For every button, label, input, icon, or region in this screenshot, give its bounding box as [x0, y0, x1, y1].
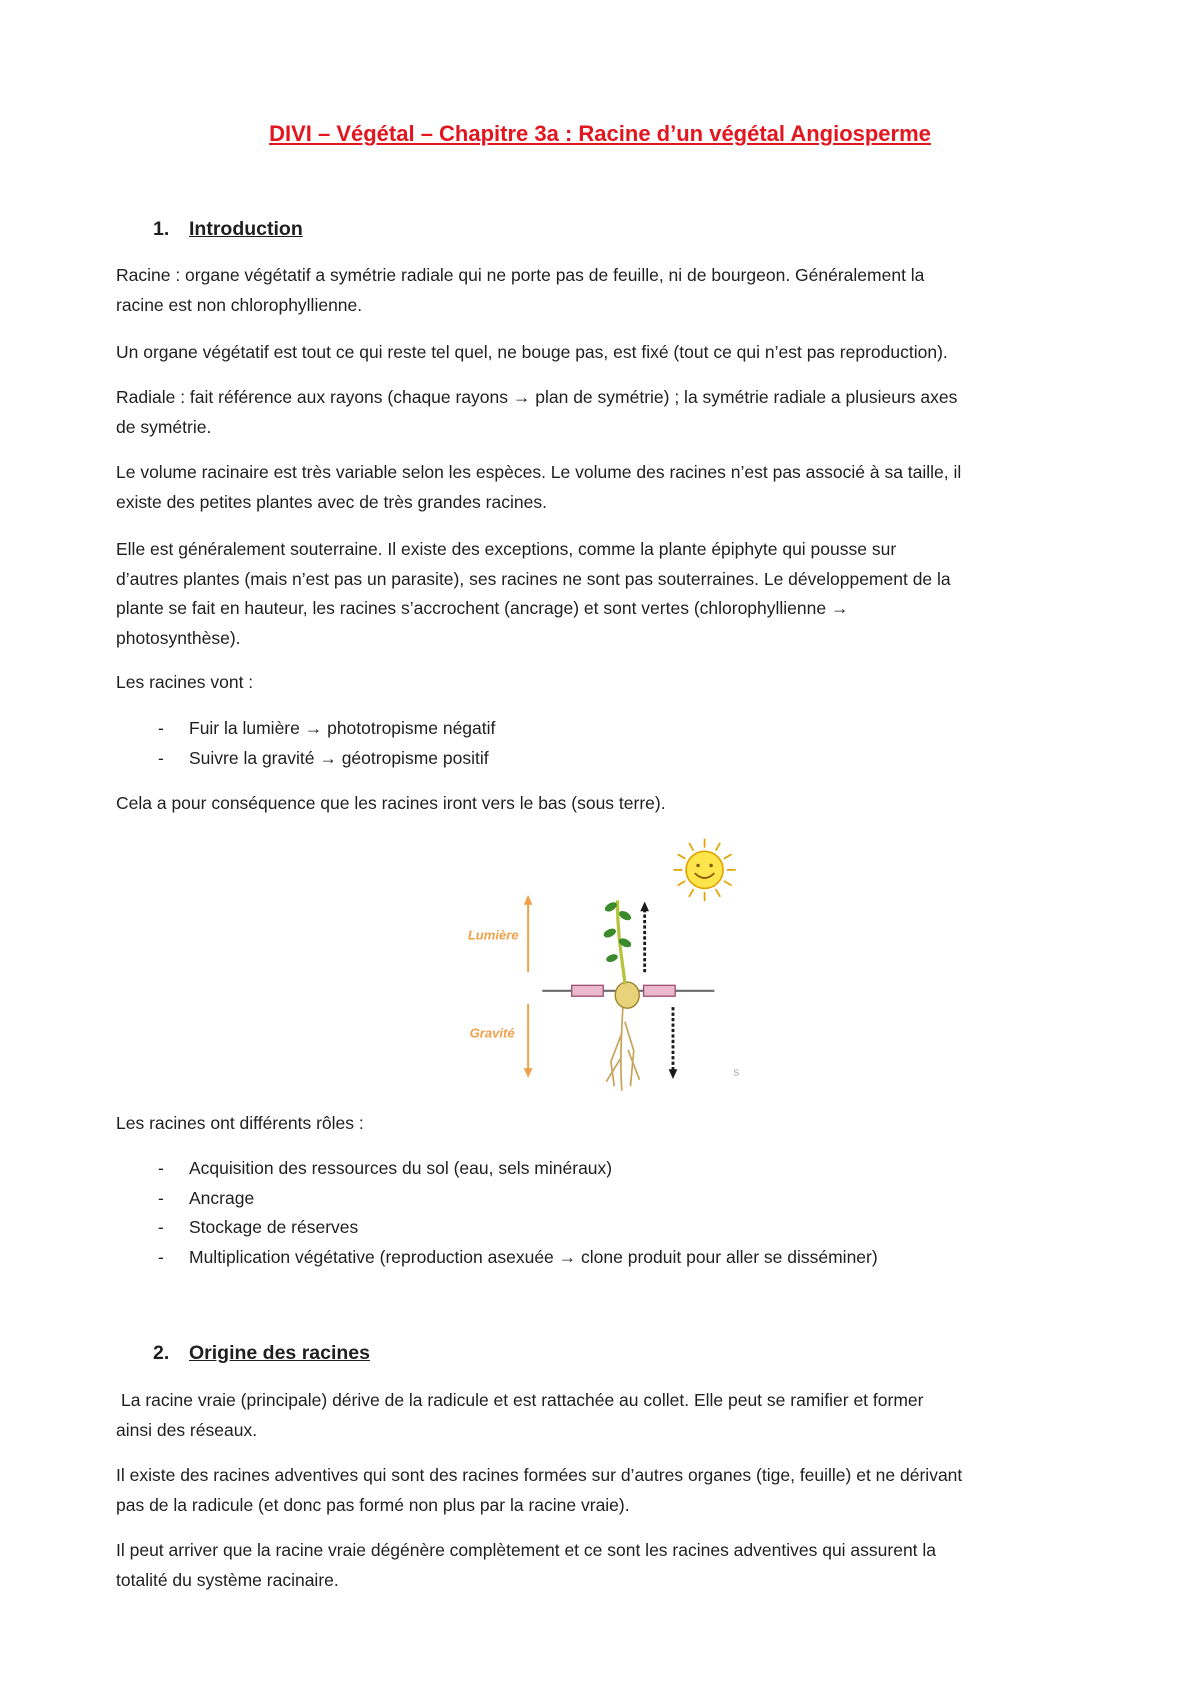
text-line: Cela a pour conséquence que les racines iront vers le bas (sous terre). [116, 793, 666, 813]
section-heading-introduction [153, 214, 303, 244]
paragraph-roles-intro [116, 1109, 364, 1139]
section-title: Origine des racines [189, 1342, 370, 1364]
paragraph-racines-adventives [116, 1461, 962, 1520]
text-line: La racine vraie (principale) dérive de la radicule et est rattachée au collet. Elle peut se ramifier et former [121, 1390, 924, 1410]
bullet-list-roles [158, 1154, 878, 1272]
text-line: ainsi des réseaux. [116, 1419, 258, 1440]
text-line: de symétrie. [116, 416, 212, 437]
text-line: Radiale : fait référence aux rayons (chaque rayons → plan de symétrie) ; la symétrie radiale a plusieurs axes [116, 387, 958, 407]
list-bullet: - [158, 1217, 164, 1237]
light-arrow [524, 895, 533, 972]
sun-illustration [674, 839, 735, 900]
paragraph-organe-vegetatif [116, 338, 948, 368]
section-title: Introduction [189, 218, 303, 240]
list-bullet: - [158, 718, 164, 738]
gravity-arrow [524, 1004, 533, 1078]
text-line: d’autres plantes (mais n’est pas un parasite), ses racines ne sont pas souterraines. Le développement de la [116, 568, 951, 589]
soil-marker [572, 985, 604, 996]
paragraph-consequence [116, 789, 666, 819]
text-line: totalité du système racinaire. [116, 1569, 339, 1590]
stem-direction-arrow [640, 901, 649, 972]
text-line: Elle est généralement souterraine. Il existe des exceptions, comme la plante épiphyte qui pousse sur [116, 539, 897, 559]
text-line: Il existe des racines adventives qui sont des racines formées sur d’autres organes (tige, feuille) et ne dérivant [116, 1465, 963, 1485]
text-line: Il peut arriver que la racine vraie dégénère complètement et ce sont les racines adventives qui assurent la [116, 1540, 937, 1560]
list-item-text: Stockage de réserves [189, 1217, 359, 1237]
paragraph-volume-racinaire [116, 458, 961, 517]
list-item [158, 1154, 878, 1184]
list-item-text: Ancrage [189, 1187, 255, 1208]
list-bullet: - [158, 1246, 164, 1267]
text-line: plante se fait en hauteur, les racines s’accrochent (ancrage) et sont vertes (chlorophyllienne → [116, 598, 849, 618]
bullet-list-tropismes [158, 714, 495, 773]
text-line: racine est non chlorophyllienne. [116, 294, 363, 315]
document-title: DIVI – Végétal – Chapitre 3a : Racine d’un végétal Angiosperme [269, 121, 931, 146]
sun-eye [709, 864, 712, 867]
sun-disc [686, 851, 723, 888]
list-item-text: Suivre la gravité → géotropisme positif [189, 747, 489, 768]
list-item [158, 1213, 878, 1243]
light-label: Lumière [467, 927, 519, 943]
list-item [158, 1184, 878, 1214]
plant-seed [615, 982, 639, 1008]
list-item [158, 744, 495, 774]
text-line: Un organe végétatif est tout ce qui reste tel quel, ne bouge pas, est fixé (tout ce qui n’est pas reproduction). [116, 342, 948, 362]
text-line: photosynthèse). [116, 627, 241, 648]
text-line: Les racines ont différents rôles : [116, 1113, 364, 1133]
text-line: Les racines vont : [116, 672, 254, 692]
gravity-label: Gravité [469, 1025, 515, 1041]
section-number: 2. [153, 1342, 170, 1364]
section-number: 1. [153, 218, 170, 240]
list-item-text: Fuir la lumière → phototropisme négatif [189, 718, 496, 738]
text-line: pas de la radicule (et donc pas formé non plus par la racine vraie). [116, 1494, 630, 1515]
list-bullet: - [158, 1187, 164, 1208]
paragraph-racine-definition [116, 261, 924, 320]
paragraph-racines-vont [116, 668, 253, 698]
paragraph-souterraine [116, 535, 951, 653]
figure-corner-mark: S [733, 1067, 740, 1078]
list-item-text: Acquisition des ressources du sol (eau, sels minéraux) [189, 1158, 613, 1178]
text-line: Racine : organe végétatif a symétrie radiale qui ne porte pas de feuille, ni de bourgeon. Généralement la [116, 265, 925, 285]
list-item [158, 1243, 878, 1273]
text-line: Le volume racinaire est très variable selon les espèces. Le volume des racines n’est pas associé à sa taille, il [116, 462, 962, 482]
list-bullet: - [158, 747, 164, 768]
list-bullet: - [158, 1158, 164, 1178]
section-heading-origine [153, 1338, 370, 1368]
list-item [158, 714, 495, 744]
root-direction-arrow [669, 1007, 678, 1079]
sun-eye [696, 864, 699, 867]
paragraph-radiale [116, 383, 957, 442]
list-item-text: Multiplication végétative (reproduction asexuée → clone produit pour aller se disséminer) [189, 1246, 878, 1267]
tropism-figure [458, 835, 742, 1091]
soil-marker [644, 985, 676, 996]
plant-roots [607, 1006, 640, 1090]
paragraph-degenerescence [116, 1536, 936, 1595]
paragraph-racine-vraie [116, 1386, 923, 1445]
text-line: existe des petites plantes avec de très grandes racines. [116, 491, 547, 512]
